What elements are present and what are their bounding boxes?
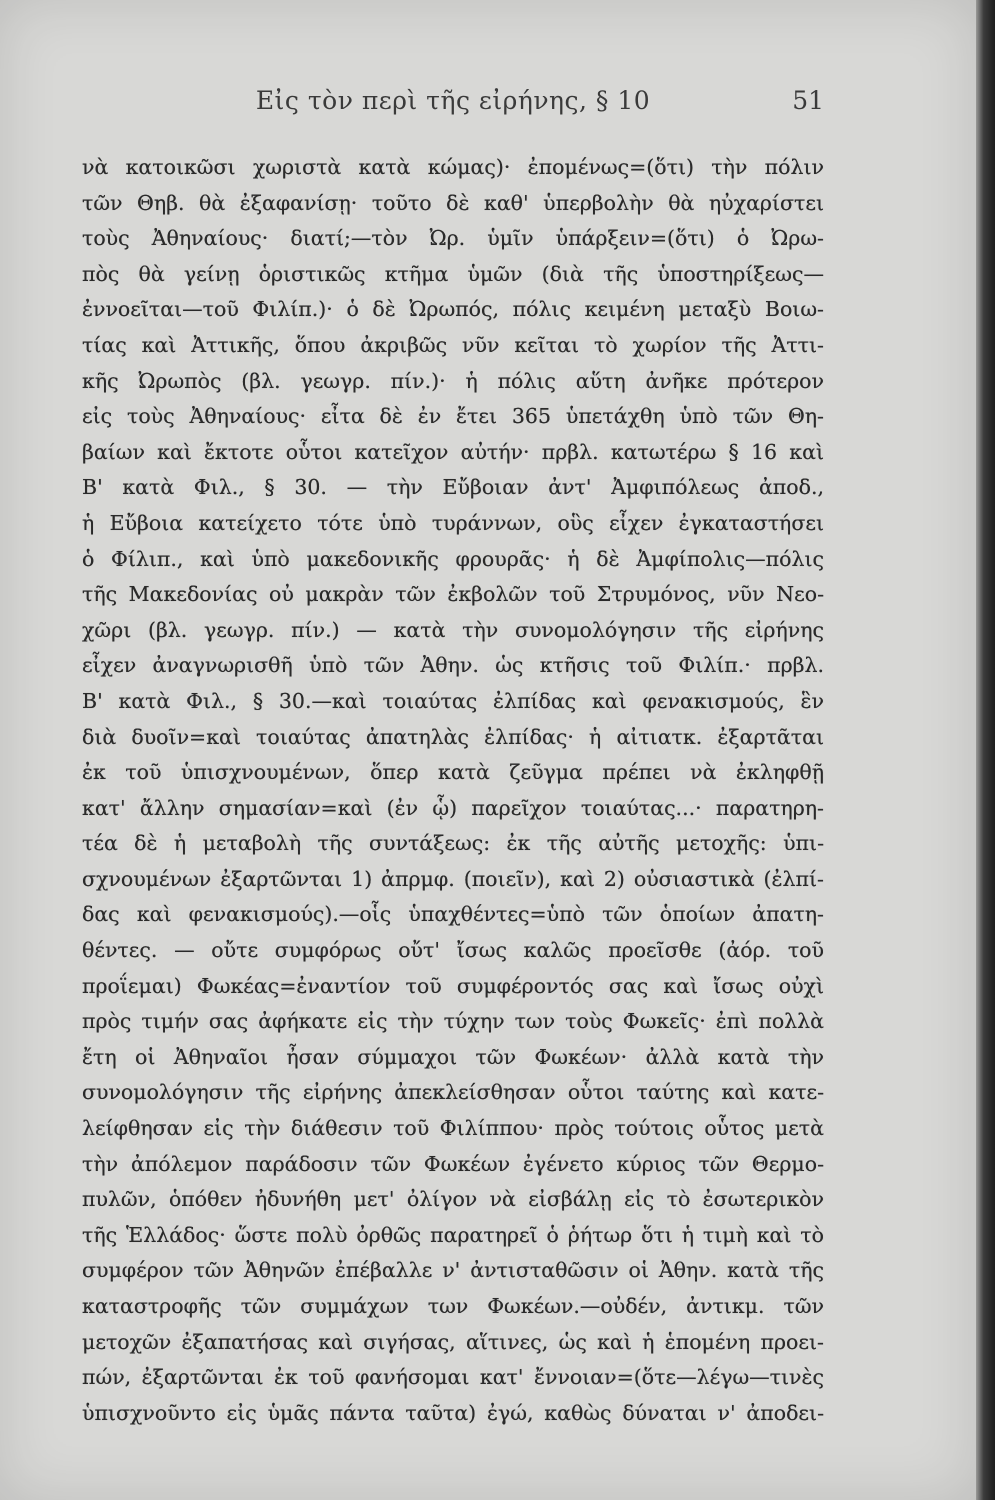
text-line: διὰ δυοῖν=καὶ τοιαύτας ἀπατηλὰς ἐλπίδας· ἡ αἰτιατκ. ἐξαρτᾶται — [82, 724, 824, 749]
text-line: κῆς Ὠρωπὸς (βλ. γεωγρ. πίν.)· ἡ πόλις αὕτη ἀνῆκε πρότερον — [82, 368, 824, 393]
text-line: λείφθησαν εἰς τὴν διάθεσιν τοῦ Φιλίππου· πρὸς τούτοις οὗτος μετὰ — [82, 1116, 824, 1141]
text-line: μετοχῶν ἐξαπατήσας καὶ σιγήσας, αἵτινες, ὡς καὶ ἡ ἑπομένη προει- — [82, 1329, 824, 1354]
text-line: χῶρι (βλ. γεωγρ. πίν.) — κατὰ τὴν συνομολόγησιν τῆς εἰρήνης — [82, 617, 824, 642]
text-line: καταστροφῆς τῶν συμμάχων των Φωκέων.—οὐδέν, ἀντικμ. τῶν — [82, 1294, 824, 1318]
text-line: συνομολόγησιν τῆς εἰρήνης ἀπεκλείσθησαν οὗτοι ταύτης καὶ κατε- — [82, 1080, 824, 1105]
text-line: πρὸς τιμήν σας ἀφήκατε εἰς τὴν τύχην των τοὺς Φωκεῖς· ἐπὶ πολλὰ — [82, 1009, 824, 1034]
text-line: ἐκ τοῦ ὑπισχνουμένων, ὅπερ κατὰ ζεῦγμα πρέπει νὰ ἐκληφθῇ — [82, 760, 824, 785]
text-line: πυλῶν, ὁπόθεν ἠδυνήθη μετ' ὀλίγον νὰ εἰσβάλῃ εἰς τὸ ἐσωτερικὸν — [82, 1187, 824, 1212]
text-line: ἡ Εὔβοια κατείχετο τότε ὑπὸ τυράννων, οὓς εἶχεν ἐγκαταστήσει — [82, 510, 824, 535]
text-line: τοὺς Ἀθηναίους· διατί;—τὸν Ὠρ. ὑμῖν ὑπάρξειν=(ὅτι) ὁ Ὠρω- — [82, 226, 824, 251]
text-line: προΐεμαι) Φωκέας=ἐναντίον τοῦ συμφέροντός σας καὶ ἴσως οὐχὶ — [82, 973, 824, 998]
text-line: εἰς τοὺς Ἀθηναίους· εἶτα δὲ ἐν ἔτει 365 ὑπετάχθη ὑπὸ τῶν Θη- — [82, 404, 824, 429]
text-line: θέντες. — οὔτε συμφόρως οὔτ' ἴσως καλῶς προεῖσθε (ἀόρ. τοῦ — [82, 938, 824, 963]
page-number: 51 — [792, 86, 824, 115]
text-line: πὸς θὰ γείνῃ ὁριστικῶς κτῆμα ὑμῶν (διὰ τῆς ὑποστηρίξεως— — [82, 261, 824, 286]
text-line: δας καὶ φενακισμούς).—οἷς ὑπαχθέντες=ὑπὸ τῶν ὁποίων ἀπατη- — [82, 902, 824, 927]
text-line: βαίων καὶ ἔκτοτε οὗτοι κατεῖχον αὐτήν· πρβλ. κατωτέρω § 16 καὶ — [82, 439, 824, 464]
text-line: ὁ Φίλιπ., καὶ ὑπὸ μακεδονικῆς φρουρᾶς· ἡ δὲ Ἀμφίπολις—πόλις — [82, 546, 824, 571]
text-line: εἶχεν ἀναγνωρισθῆ ὑπὸ τῶν Ἀθην. ὡς κτῆσις τοῦ Φιλίπ.· πρβλ. — [82, 653, 824, 678]
text-line: Β' κατὰ Φιλ., § 30. — τὴν Εὔβοιαν ἀντ' Ἀμφιπόλεως ἀποδ., — [82, 475, 824, 500]
book-spine-shadow — [976, 0, 995, 1500]
text-line: τῶν Θηβ. θὰ ἐξαφανίσῃ· τοῦτο δὲ καθ' ὑπερβολὴν θὰ ηὐχαρίστει — [82, 190, 824, 215]
text-line: πών, ἐξαρτῶνται ἐκ τοῦ φανήσομαι κατ' ἔννοιαν=(ὅτε—λέγω—τινὲς — [82, 1365, 824, 1390]
text-line: τῆς Μακεδονίας οὐ μακρὰν τῶν ἐκβολῶν τοῦ Στρυμόνος, νῦν Νεο- — [82, 582, 824, 607]
text-line: τέα δὲ ἡ μεταβολὴ τῆς συντάξεως: ἐκ τῆς αὐτῆς μετοχῆς: ὑπι- — [82, 831, 824, 856]
text-line: ὑπισχνοῦντο εἰς ὑμᾶς πάντα ταῦτα) ἐγώ, καθὼς δύναται ν' ἀποδει- — [82, 1400, 824, 1425]
text-line: Β' κατὰ Φιλ., § 30.—καὶ τοιαύτας ἐλπίδας καὶ φενακισμούς, ἓν — [82, 688, 824, 713]
text-line: νὰ κατοικῶσι χωριστὰ κατὰ κώμας)· ἐπομένως=(ὅτι) τὴν πόλιν — [82, 155, 824, 179]
text-line: κατ' ἄλλην σημασίαν=καὶ (ἐν ᾧ) παρεῖχον τοιαύτας...· παρατηρη- — [82, 795, 824, 820]
running-head — [82, 86, 824, 122]
text-line: σχνουμένων ἐξαρτῶνται 1) ἀπρμφ. (ποιεῖν), καὶ 2) οὐσιαστικὰ (ἐλπί- — [82, 866, 824, 891]
text-line: συμφέρον τῶν Ἀθηνῶν ἐπέβαλλε ν' ἀντισταθῶσιν οἱ Ἀθην. κατὰ τῆς — [82, 1258, 824, 1283]
text-line: ἔτη οἱ Ἀθηναῖοι ἦσαν σύμμαχοι τῶν Φωκέων· ἀλλὰ κατὰ τὴν — [82, 1044, 824, 1069]
text-line: τῆς Ἑλλάδος· ὥστε πολὺ ὀρθῶς παρατηρεῖ ὁ ῥήτωρ ὅτι ἡ τιμὴ καὶ τὸ — [82, 1222, 824, 1247]
commentary-text — [82, 150, 824, 1431]
running-title: Εἰς τὸν περὶ τῆς εἰρήνης, § 10 — [255, 86, 651, 115]
text-line: τίας καὶ Ἀττικῆς, ὅπου ἀκριβῶς νῦν κεῖται τὸ χωρίον τῆς Ἀττι- — [82, 332, 824, 357]
text-line: τὴν ἀπόλεμον παράδοσιν τῶν Φωκέων ἐγένετο κύριος τῶν Θερμο- — [82, 1151, 824, 1176]
text-line: ἐννοεῖται—τοῦ Φιλίπ.)· ὁ δὲ Ὠρωπός, πόλις κειμένη μεταξὺ Βοιω- — [82, 297, 824, 322]
